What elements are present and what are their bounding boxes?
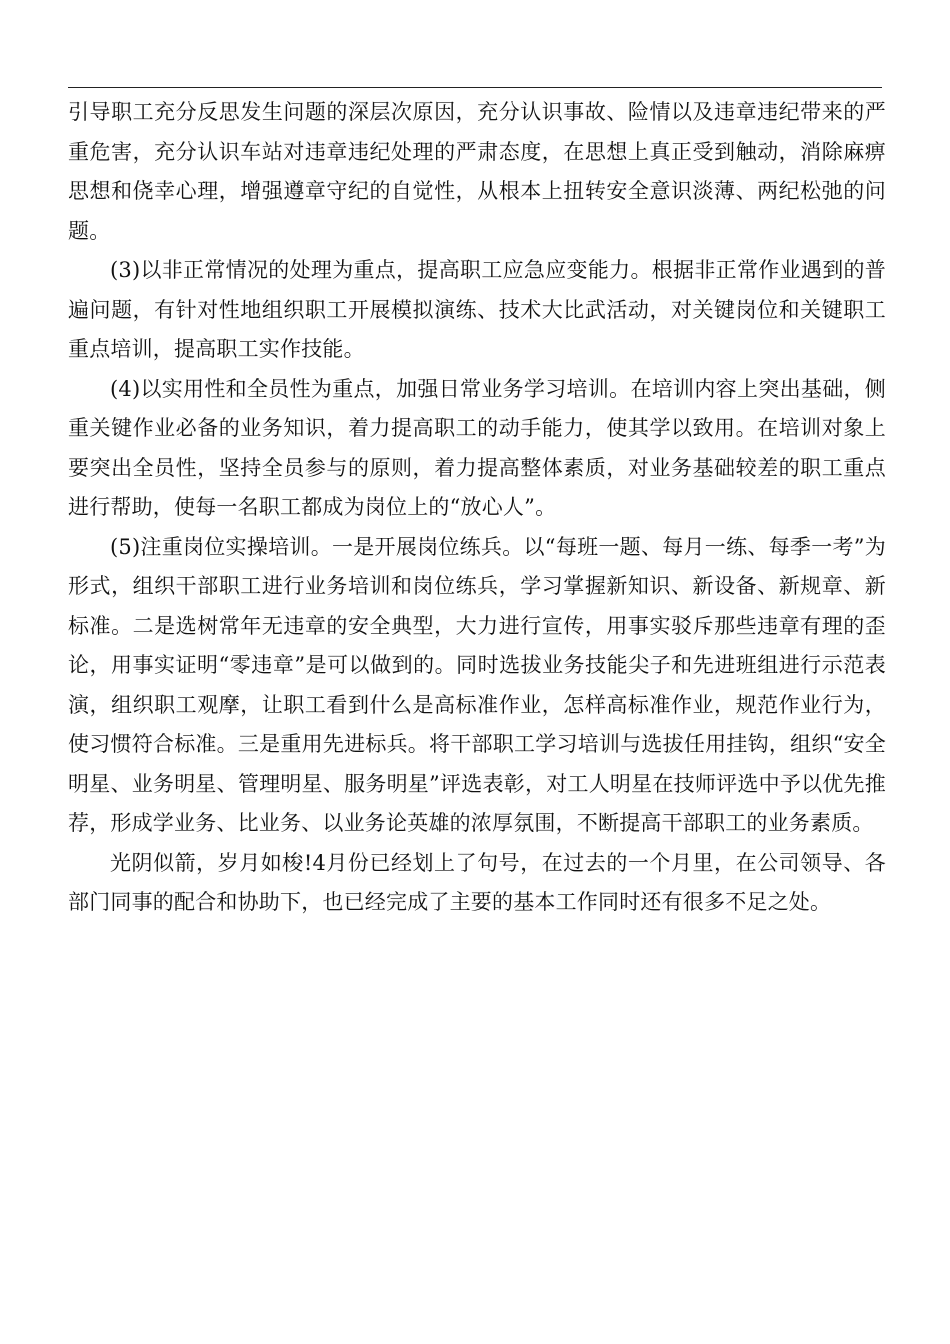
paragraph-closing: 光阴似箭，岁月如梭!4月份已经划上了句号，在过去的一个月里，在公司领导、各部门同事的配合和协助下，也已经完成了主要的基本工作同时还有很多不足之处。 [68, 850, 886, 914]
paragraph-continuation: 引导职工充分反思发生问题的深层次原因，充分认识事故、险情以及违章违纪带来的严重危害，充分认识车站对违章违纪处理的严肃态度，在思想上真正受到触动，消除麻痹思想和侥幸心理，增强遵章守纪的自觉性，从根本上扭转安全意识淡薄、两纪松弛的问题。 [68, 100, 886, 243]
header-rule [68, 87, 882, 88]
paragraph-item-4: (4)以实用性和全员性为重点，加强日常业务学习培训。在培训内容上突出基础，侧重关键作业必备的业务知识，着力提高职工的动手能力，使其学以致用。在培训对象上要突出全员性，坚持全员参与的原则，着力提高整体素质，对业务基础较差的职工重点进行帮助，使每一名职工都成为岗位上的“放心人”。 [68, 376, 886, 519]
paragraph-item-3: (3)以非正常情况的处理为重点，提高职工应急应变能力。根据非正常作业遇到的普遍问题，有针对性地组织职工开展模拟演练、技术大比武活动，对关键岗位和关键职工重点培训，提高职工实作技能。 [68, 258, 886, 361]
paragraph-item-5: (5)注重岗位实操培训。一是开展岗位练兵。以“每班一题、每月一练、每季一考”为形式，组织干部职工进行业务培训和岗位练兵，学习掌握新知识、新设备、新规章、新标准。二是选树常年无违章的安全典型，大力进行宣传，用事实驳斥那些违章有理的歪论，用事实证明“零违章”是可以做到的。同时选拔业务技能尖子和先进班组进行示范表演，组织职工观摩，让职工看到什么是高标准作业，怎样高标准作业，规范作业行为，使习惯符合标准。三是重用先进标兵。将干部职工学习培训与选拔任用挂钩，组织“安全明星、业务明星、管理明星、服务明星”评选表彰，对工人明星在技师评选中予以优先推荐，形成学业务、比业务、以业务论英雄的浓厚氛围，不断提高干部职工的业务素质。 [68, 534, 886, 835]
document-body [68, 93, 886, 923]
